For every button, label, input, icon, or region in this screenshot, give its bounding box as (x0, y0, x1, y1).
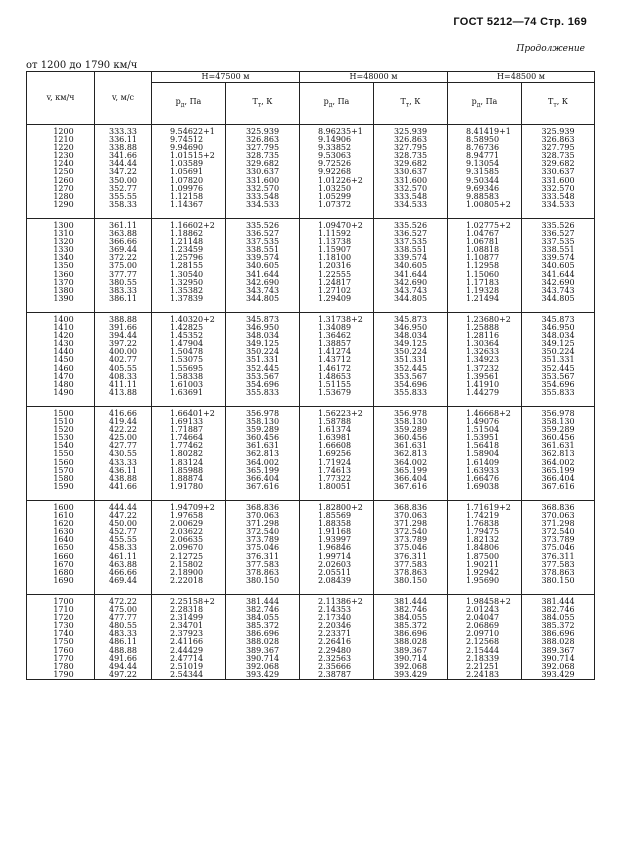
header-v-ms: v, м/с (95, 72, 152, 125)
header-altitude-2: H=48000 м (300, 72, 448, 83)
pressure-cell: 1.46668+2 1.49076 1.51504 1.53951 1.56418 1.58904 1.61409 1.63933 1.66476 1.69038 (448, 407, 522, 501)
header-pressure: $p_д$, Па (300, 83, 374, 125)
header-temperature: $T_т$, К (226, 83, 300, 125)
temperature-cell: 325.939 326.863 327.795 328.735 329.682 330.637 331.600 332.570 333.548 334.533 (226, 125, 300, 219)
temperature-cell: 368.836 370.063 371.298 372.540 373.789 375.046 376.311 377.583 378.863 380.150 (226, 501, 300, 595)
pressure-cell: 1.98458+2 2.01243 2.04047 2.06869 2.09710 2.12568 2.15444 2.18339 2.21251 2.24183 (448, 595, 522, 680)
pressure-cell: 1.02775+2 1.04767 1.06781 1.08818 1.10877 1.12958 1.15060 1.17183 1.19328 1.21494 (448, 219, 522, 313)
table-row-group (27, 219, 595, 313)
temperature-cell: 325.939 326.863 327.795 328.735 329.682 330.637 331.600 332.570 333.548 334.533 (522, 125, 595, 219)
header-altitude-3: H=48500 м (448, 72, 595, 83)
table-row-group (27, 407, 595, 501)
temperature-cell: 325.939 326.863 327.795 328.735 329.682 330.637 331.600 332.570 333.548 334.533 (374, 125, 448, 219)
velocity-ms-cell: 472.22 475.00 477.77 480.55 483.33 486.11 488.88 491.66 494.44 497.22 (95, 595, 152, 680)
velocity-ms-cell: 416.66 419.44 422.22 425.00 427.77 430.55 433.33 436.11 438.88 441.66 (95, 407, 152, 501)
velocity-ms-cell: 361.11 363.88 366.66 369.44 372.22 375.00 377.77 380.55 383.33 386.11 (95, 219, 152, 313)
velocity-kmh-cell: 1300 1310 1320 1330 1340 1350 1360 1370 1380 1390 (27, 219, 95, 313)
velocity-kmh-cell: 1400 1410 1420 1430 1440 1450 1460 1470 1480 1490 (27, 313, 95, 407)
pressure-cell: 1.16602+2 1.18862 1.21148 1.23459 1.25796 1.28155 1.30540 1.32950 1.35382 1.37839 (152, 219, 226, 313)
header-altitude-1: H=47500 м (152, 72, 300, 83)
velocity-ms-cell: 333.33 336.11 338.88 341.66 344.44 347.22 350.00 352.77 355.55 358.33 (95, 125, 152, 219)
temperature-cell: 345.873 346.950 348.034 349.125 350.224 351.331 352.445 353.567 354.696 355.833 (374, 313, 448, 407)
temperature-cell: 356.978 358.130 359.289 360.456 361.631 362.813 364.002 365.199 366.404 367.616 (226, 407, 300, 501)
temperature-cell: 335.526 336.527 337.535 338.551 339.574 340.605 341.644 342.690 343.743 344.805 (374, 219, 448, 313)
velocity-kmh-cell: 1600 1610 1620 1630 1640 1650 1660 1670 1680 1690 (27, 501, 95, 595)
page-header: ГОСТ 5212—74 Стр. 169 (453, 16, 587, 28)
header-pressure: $p_д$, Па (448, 83, 522, 125)
pressure-cell: 1.09470+2 1.11592 1.13738 1.15907 1.18100 1.20316 1.22555 1.24817 1.27102 1.29409 (300, 219, 374, 313)
pressure-cell: 1.31738+2 1.34089 1.36462 1.38857 1.41274 1.43712 1.46172 1.48653 1.51155 1.53679 (300, 313, 374, 407)
pressure-cell: 2.25158+2 2.28318 2.31499 2.34701 2.37923 2.41166 2.44429 2.47714 2.51019 2.54344 (152, 595, 226, 680)
table-row-group (27, 313, 595, 407)
pressure-cell: 1.82800+2 1.85569 1.88358 1.91168 1.93997 1.96846 1.99714 2.02603 2.05511 2.08439 (300, 501, 374, 595)
header-temperature: $T_т$, К (522, 83, 595, 125)
table-body (27, 125, 595, 680)
speed-range: от 1200 до 1790 км/ч (26, 60, 138, 71)
pressure-cell: 1.56223+2 1.58788 1.61374 1.63981 1.66608 1.69256 1.71924 1.74613 1.77322 1.80051 (300, 407, 374, 501)
velocity-ms-cell: 444.44 447.22 450.00 452.77 455.55 458.33 461.11 463.88 466.66 469.44 (95, 501, 152, 595)
atmosphere-table (26, 71, 595, 680)
pressure-cell: 9.54622+1 9.74512 9.94690 1.01515+2 1.03589 1.05691 1.07820 1.09976 1.12158 1.14367 (152, 125, 226, 219)
header-v-kmh: v, км/ч (27, 72, 95, 125)
velocity-kmh-cell: 1200 1210 1220 1230 1240 1250 1260 1270 1280 1290 (27, 125, 95, 219)
temperature-cell: 368.836 370.063 371.298 372.540 373.789 375.046 376.311 377.583 378.863 380.150 (522, 501, 595, 595)
temperature-cell: 345.873 346.950 348.034 349.125 350.224 351.331 352.445 353.567 354.696 355.833 (226, 313, 300, 407)
temperature-cell: 381.444 382.746 384.055 385.372 386.696 388.028 389.367 390.714 392.068 393.429 (522, 595, 595, 680)
continuation-label: Продолжение (516, 44, 585, 54)
pressure-cell: 1.71619+2 1.74219 1.76838 1.79475 1.82132 1.84806 1.87500 1.90211 1.92942 1.95690 (448, 501, 522, 595)
velocity-kmh-cell: 1500 1510 1520 1530 1540 1550 1560 1570 1580 1590 (27, 407, 95, 501)
temperature-cell: 368.836 370.063 371.298 372.540 373.789 375.046 376.311 377.583 378.863 380.150 (374, 501, 448, 595)
temperature-cell: 356.978 358.130 359.289 360.456 361.631 362.813 364.002 365.199 366.404 367.616 (522, 407, 595, 501)
table-row-group (27, 125, 595, 219)
header-pressure: $p_д$, Па (152, 83, 226, 125)
pressure-cell: 8.41419+1 8.58950 8.76736 8.94771 9.13054 9.31585 9.50344 9.69346 9.88583 1.00805+2 (448, 125, 522, 219)
velocity-ms-cell: 388.88 391.66 394.44 397.22 400.00 402.77 405.55 408.33 411.11 413.88 (95, 313, 152, 407)
temperature-cell: 356.978 358.130 359.289 360.456 361.631 362.813 364.002 365.199 366.404 367.616 (374, 407, 448, 501)
temperature-cell: 381.444 382.746 384.055 385.372 386.696 388.028 389.367 390.714 392.068 393.429 (226, 595, 300, 680)
header-temperature: $T_т$, К (374, 83, 448, 125)
pressure-cell: 2.11386+2 2.14353 2.17340 2.20346 2.23371 2.26416 2.29480 2.32563 2.35666 2.38787 (300, 595, 374, 680)
pressure-cell: 1.94709+2 1.97658 2.00629 2.03622 2.06635 2.09670 2.12725 2.15802 2.18900 2.22018 (152, 501, 226, 595)
temperature-cell: 381.444 382.746 384.055 385.372 386.696 388.028 389.367 390.714 392.068 393.429 (374, 595, 448, 680)
table-row-group (27, 595, 595, 680)
pressure-cell: 8.96235+1 9.14906 9.33852 9.53063 9.72526 9.92268 1.01226+2 1.03250 1.05299 1.07372 (300, 125, 374, 219)
temperature-cell: 345.873 346.950 348.034 349.125 350.224 351.331 352.445 353.567 354.696 355.833 (522, 313, 595, 407)
table-row-group (27, 501, 595, 595)
pressure-cell: 1.66401+2 1.69133 1.71887 1.74664 1.77462 1.80282 1.83124 1.85988 1.88874 1.91780 (152, 407, 226, 501)
pressure-cell: 1.23680+2 1.25888 1.28116 1.30364 1.32633 1.34923 1.37232 1.39561 1.41910 1.44279 (448, 313, 522, 407)
pressure-cell: 1.40320+2 1.42825 1.45352 1.47904 1.50478 1.53075 1.55695 1.58338 1.61003 1.63691 (152, 313, 226, 407)
temperature-cell: 335.526 336.527 337.535 338.551 339.574 340.605 341.644 342.690 343.743 344.805 (226, 219, 300, 313)
temperature-cell: 335.526 336.527 337.535 338.551 339.574 340.605 341.644 342.690 343.743 344.805 (522, 219, 595, 313)
velocity-kmh-cell: 1700 1710 1720 1730 1740 1750 1760 1770 1780 1790 (27, 595, 95, 680)
